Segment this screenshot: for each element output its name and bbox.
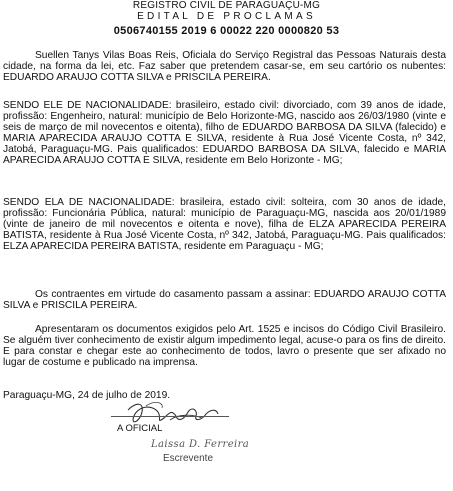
date-line: Paraguaçu-MG, 24 de julho de 2019. (3, 390, 171, 401)
bride-paragraph: SENDO ELA DE NACIONALIDADE: brasileira, estado civil: solteira, com 30 anos de idade, profissão: Funcionária Pública, natural: município de Paraguaçu-MG, nascida aos 20/01/1989 (vinte de janeiro de mil novecentos e oitenta e nove), filha de ELZA APARECIDA PEREIRA BATISTA, residente à Rua José Vicente Costa, nº 342, Jatobá, Paraguaçu-MG. Pais qualificados: ELZA APARECIDA PEREIRA BATISTA, residente em Paraguaçu - MG; (3, 197, 446, 252)
signature-line (111, 416, 229, 417)
closing-paragraph: Apresentaram os documentos exigidos pelo Art. 1525 e incisos do Código Civil Brasileiro. Se alguém tiver conhecimento de existir algum impedimento legal, acuse-o para os fins de direito. E para constar e chegar este ao conhecimento de todos, lavro o presente que ser afixado no lugar de costume e publicado na imprensa. (3, 324, 446, 368)
signer-title: Escrevente (163, 453, 214, 464)
contract-paragraph: Os contraentes em virtude do casamento passam a assinar: EDUARDO ARAUJO COTTA SILVA e PRISCILA PEREIRA. (3, 289, 446, 311)
official-role: A OFICIAL (117, 423, 163, 434)
intro-paragraph: Suellen Tanys Vilas Boas Reis, Oficiala do Serviço Registral das Pessoas Naturais desta cidade, na forma da lei, etc. Faz saber que pretendem casar-se, em seu cartório os nubentes: EDUARDO ARAUJO COTTA SILVA e PRISCILA PEREIRA. (3, 50, 446, 83)
signer-name: Laissa D. Ferreira (151, 439, 250, 450)
edital-title: EDITAL DE PROCLAMAS (137, 11, 316, 22)
groom-paragraph: SENDO ELE DE NACIONALIDADE: brasileiro, estado civil: divorciado, com 39 anos de idade, profissão: Engenheiro, natural: município de Belo Horizonte-MG, nascido aos 26/03/1980 (vinte e seis de março de mil novecentos e oitenta), filho de EDUARDO BARBOSA DA SILVA (falecido) e MARIA APARECIDA ARAUJO COTTA E SILVA, residente à Rua José Vicente Costa, nº 342, Jatobá, Paraguaçu-MG. Pais qualificados: EDUARDO BARBOSA DA SILVA, falecido e MARIA APARECIDA ARAUJO COTTA E SILVA, residente em Belo Horizonte - MG; (3, 100, 446, 166)
registry-header: REGISTRO CIVIL DE PARAGUAÇU-MG (132, 0, 321, 11)
protocol-number: 0506740155 2019 6 00022 220 0000820 53 (113, 25, 340, 37)
